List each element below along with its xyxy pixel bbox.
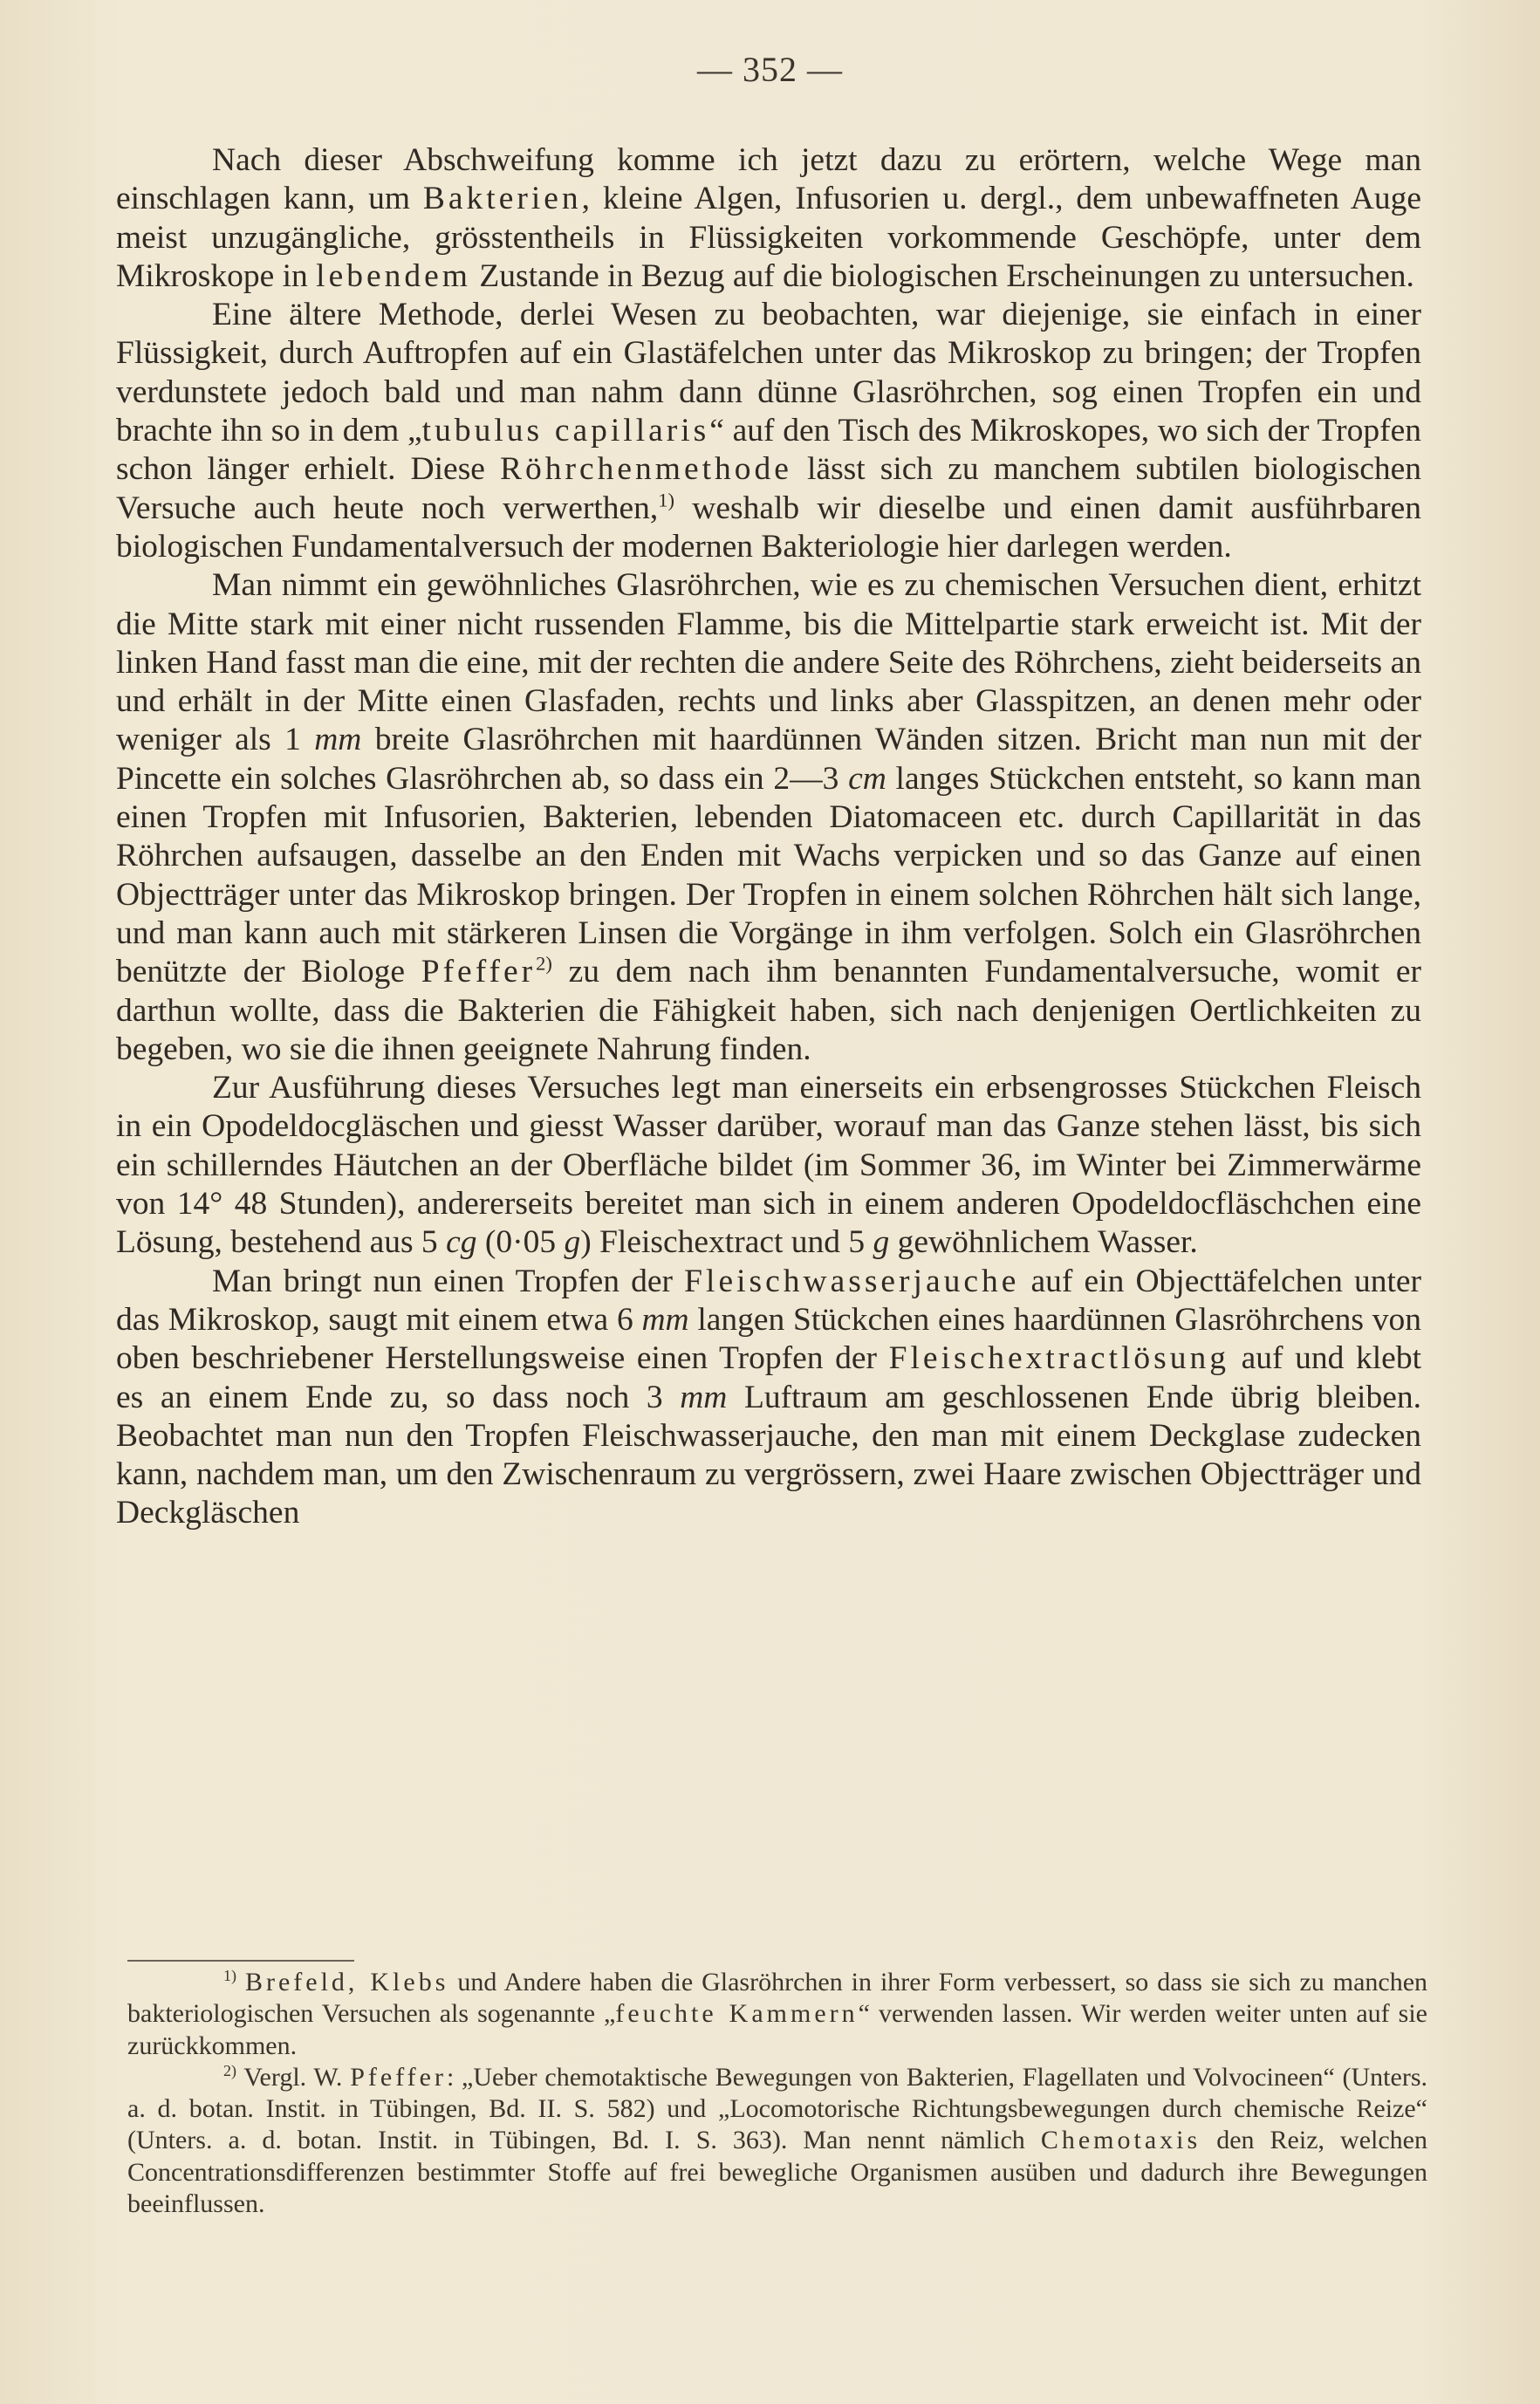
spaced-emphasis: Bakterien — [422, 181, 582, 217]
text-run: und Andere haben die Glasröhrchen in ihrer Form verbessert, so dass sie sich zu manchen bakteriologischen Versuchen als sogenannte „ — [127, 1968, 1428, 2029]
text-run: : „Ueber chemotaktische Bewegungen von Bakterien, Flagellaten und Volvocineen“ (Unters. a. d. botan. Instit. in Tübingen, Bd. II. S. 582) und „Locomotorische Richtungsbewegungen durch chemische Reize“ (Unters. a. d. botan. Instit. in Tübingen, Bd. I. S. 363). Man nennt nämlich — [127, 2062, 1427, 2155]
text-run: (0·05 — [476, 1224, 565, 1261]
text-run: weshalb wir dieselbe und einen damit ausführbaren biologischen Fundamentalversuch der modernen Bakteriologie hier darlegen werden. — [116, 490, 1421, 565]
text-run: Eine ältere Methode, derlei Wesen zu beobachten, war diejenige, sie einfach in einer Flüssigkeit, durch Auftropfen auf ein Glastäfelchen unter das Mikroskop zu bringen; der Tropfen verdunstete jedoch bald und man nahm dann dünne Glasröhrchen, sog einen Tropfen ein und brachte ihn so in dem „ — [116, 297, 1421, 449]
text-run: breite Glasröhrchen mit haardünnen Wänden sitzen. Bricht man nun mit der Pincette ein solches Glasröhrchen ab, so dass ein 2—3 — [116, 722, 1421, 797]
text-run: , kleine Algen, Infusorien u. dergl., dem unbewaffneten Auge meist unzugängliche, grösstentheils in Flüssigkeiten vorkommende Geschöpfe, unter dem Mikroskope in — [116, 181, 1421, 294]
italic-unit: g — [564, 1224, 581, 1261]
spaced-emphasis: lebendem — [316, 257, 471, 294]
paragraph — [116, 141, 1421, 296]
spaced-emphasis: Fleischwasserjauche — [684, 1263, 1020, 1299]
footnote-divider — [127, 1960, 354, 1962]
spaced-emphasis: feuchte Kammern — [615, 1999, 859, 2029]
text-run: Zur Ausführung dieses Versuches legt man einerseits ein erbsengrosses Stückchen Fleisch in ein Opodeldocgläschen und giesst Wasser darüber, worauf man das Ganze stehen lässt, bis sich ein schillerndes Häutchen an der Oberfläche bildet (im Sommer 36, im Winter bei Zimmerwärme von 14° 48 Stunden), andererseits bereitet man sich in einem anderen Opodeldocfläschchen eine Lösung, bestehend aus 5 — [116, 1070, 1421, 1261]
spaced-emphasis: Fleischextractlösung — [888, 1340, 1230, 1377]
text-run: Man nimmt ein gewöhnliches Glasröhrchen, wie es zu chemischen Versuchen dient, erhitzt die Mitte stark mit einer nicht russenden Flamme, bis die Mittelpartie stark erweicht ist. Mit der linken Hand fasst man die eine, mit der rechten die andere Seite des Röhrchens, zieht beiderseits an und erhält in der Mitte einen Glasfaden, rechts und links aber Glasspitzen, an denen mehr oder weniger als 1 — [116, 567, 1421, 758]
text-run: Nach dieser Abschweifung komme ich jetzt dazu zu erörtern, welche Wege man einschlagen kann, um — [116, 142, 1421, 217]
footnote-marker: 1) — [223, 1967, 236, 1984]
italic-unit: cm — [848, 760, 886, 797]
text-run: Vergl. W. — [236, 2062, 351, 2092]
paragraph — [116, 296, 1421, 566]
italic-unit: cg — [446, 1224, 477, 1261]
paragraph — [116, 1263, 1421, 1533]
spaced-emphasis: tubulus capillaris — [421, 413, 710, 449]
text-run: “ verwenden lassen. Wir werden weiter unten auf sie zurückkommen. — [127, 1999, 1427, 2060]
text-run: lässt sich zu manchem subtilen biologischen Versuche auch heute noch verwerthen, — [116, 451, 1421, 526]
text-run: Zustande in Bezug auf die biologischen Erscheinungen zu untersuchen. — [470, 257, 1414, 294]
text-run: auf und klebt es an einem Ende zu, so dass noch 3 — [116, 1340, 1421, 1415]
footnotes — [127, 1967, 1427, 2220]
italic-unit: g — [873, 1224, 890, 1261]
text-run: gewöhnlichem Wasser. — [889, 1224, 1198, 1261]
text-run: den Reiz, welchen Concentrationsdifferenzen bestimmter Stoffe auf frei bewegliche Organismen ausüben und dadurch ihre Bewegungen beeinflussen. — [127, 2126, 1427, 2219]
body-text — [116, 141, 1421, 1533]
text-run: langes Stückchen entsteht, so kann man einen Tropfen mit Infusorien, Bakterien, lebenden Diatomaceen etc. durch Capillarität in das Röhrchen aufsaugen, dasselbe an den Enden mit Wachs verpicken und so das Ganze auf einen Objectträger unter das Mikroskop bringen. Der Tropfen in einem solchen Röhrchen hält sich lange, und man kann auch mit stärkeren Linsen die Vorgänge in ihm verfolgen. Solch ein Glasröhrchen benützte der Biologe — [116, 760, 1422, 990]
spaced-emphasis: Pfeffer — [421, 954, 537, 990]
footnote-reference: 2) — [536, 952, 552, 975]
text-run: auf ein Objecttäfelchen unter das Mikroskop, saugt mit einem etwa 6 — [116, 1263, 1421, 1338]
footnote-marker: 2) — [223, 2061, 236, 2079]
text-run: langen Stückchen eines haardünnen Glasröhrchens von oben beschriebener Herstellungsweise einen Tropfen der — [116, 1301, 1421, 1377]
text-run: zu dem nach ihm benannten Fundamentalversuche, womit er darthun wollte, dass die Bakterien die Fähigkeit haben, sich nach denjenigen Oertlichkeiten zu begeben, wo sie die ihnen geeignete Nahrung finden. — [116, 954, 1421, 1067]
text-run: Luftraum am geschlossenen Ende übrig bleiben. Beobachtet man nun den Tropfen Fleischwasserjauche, den man mit einem Deckglase zudecken kann, nachdem man, um den Zwischenraum zu vergrössern, zwei Haare zwischen Objectträger und Deckgläschen — [116, 1379, 1421, 1531]
paragraph — [116, 566, 1421, 1069]
text-run — [236, 1968, 245, 1996]
footnote — [127, 2062, 1427, 2220]
footnote — [127, 1967, 1427, 2062]
spaced-emphasis: Chemotaxis — [1040, 2126, 1201, 2155]
spaced-emphasis: Pfeffer — [350, 2062, 447, 2092]
text-run: Man bringt nun einen Tropfen der — [212, 1263, 685, 1299]
spaced-emphasis: Röhrchenmethode — [500, 451, 792, 488]
italic-unit: mm — [680, 1379, 728, 1415]
page-number: — 352 — — [697, 50, 843, 89]
text-run: ) Fleischextract und 5 — [580, 1224, 873, 1261]
italic-unit: mm — [641, 1301, 689, 1338]
paragraph — [116, 1069, 1421, 1262]
text-run: “ auf den Tisch des Mikroskopes, wo sich der Tropfen schon länger erhielt. Diese — [116, 413, 1421, 488]
footnote-reference: 1) — [658, 489, 675, 511]
spaced-emphasis: Brefeld, Klebs — [244, 1968, 449, 1996]
italic-unit: mm — [314, 722, 362, 758]
